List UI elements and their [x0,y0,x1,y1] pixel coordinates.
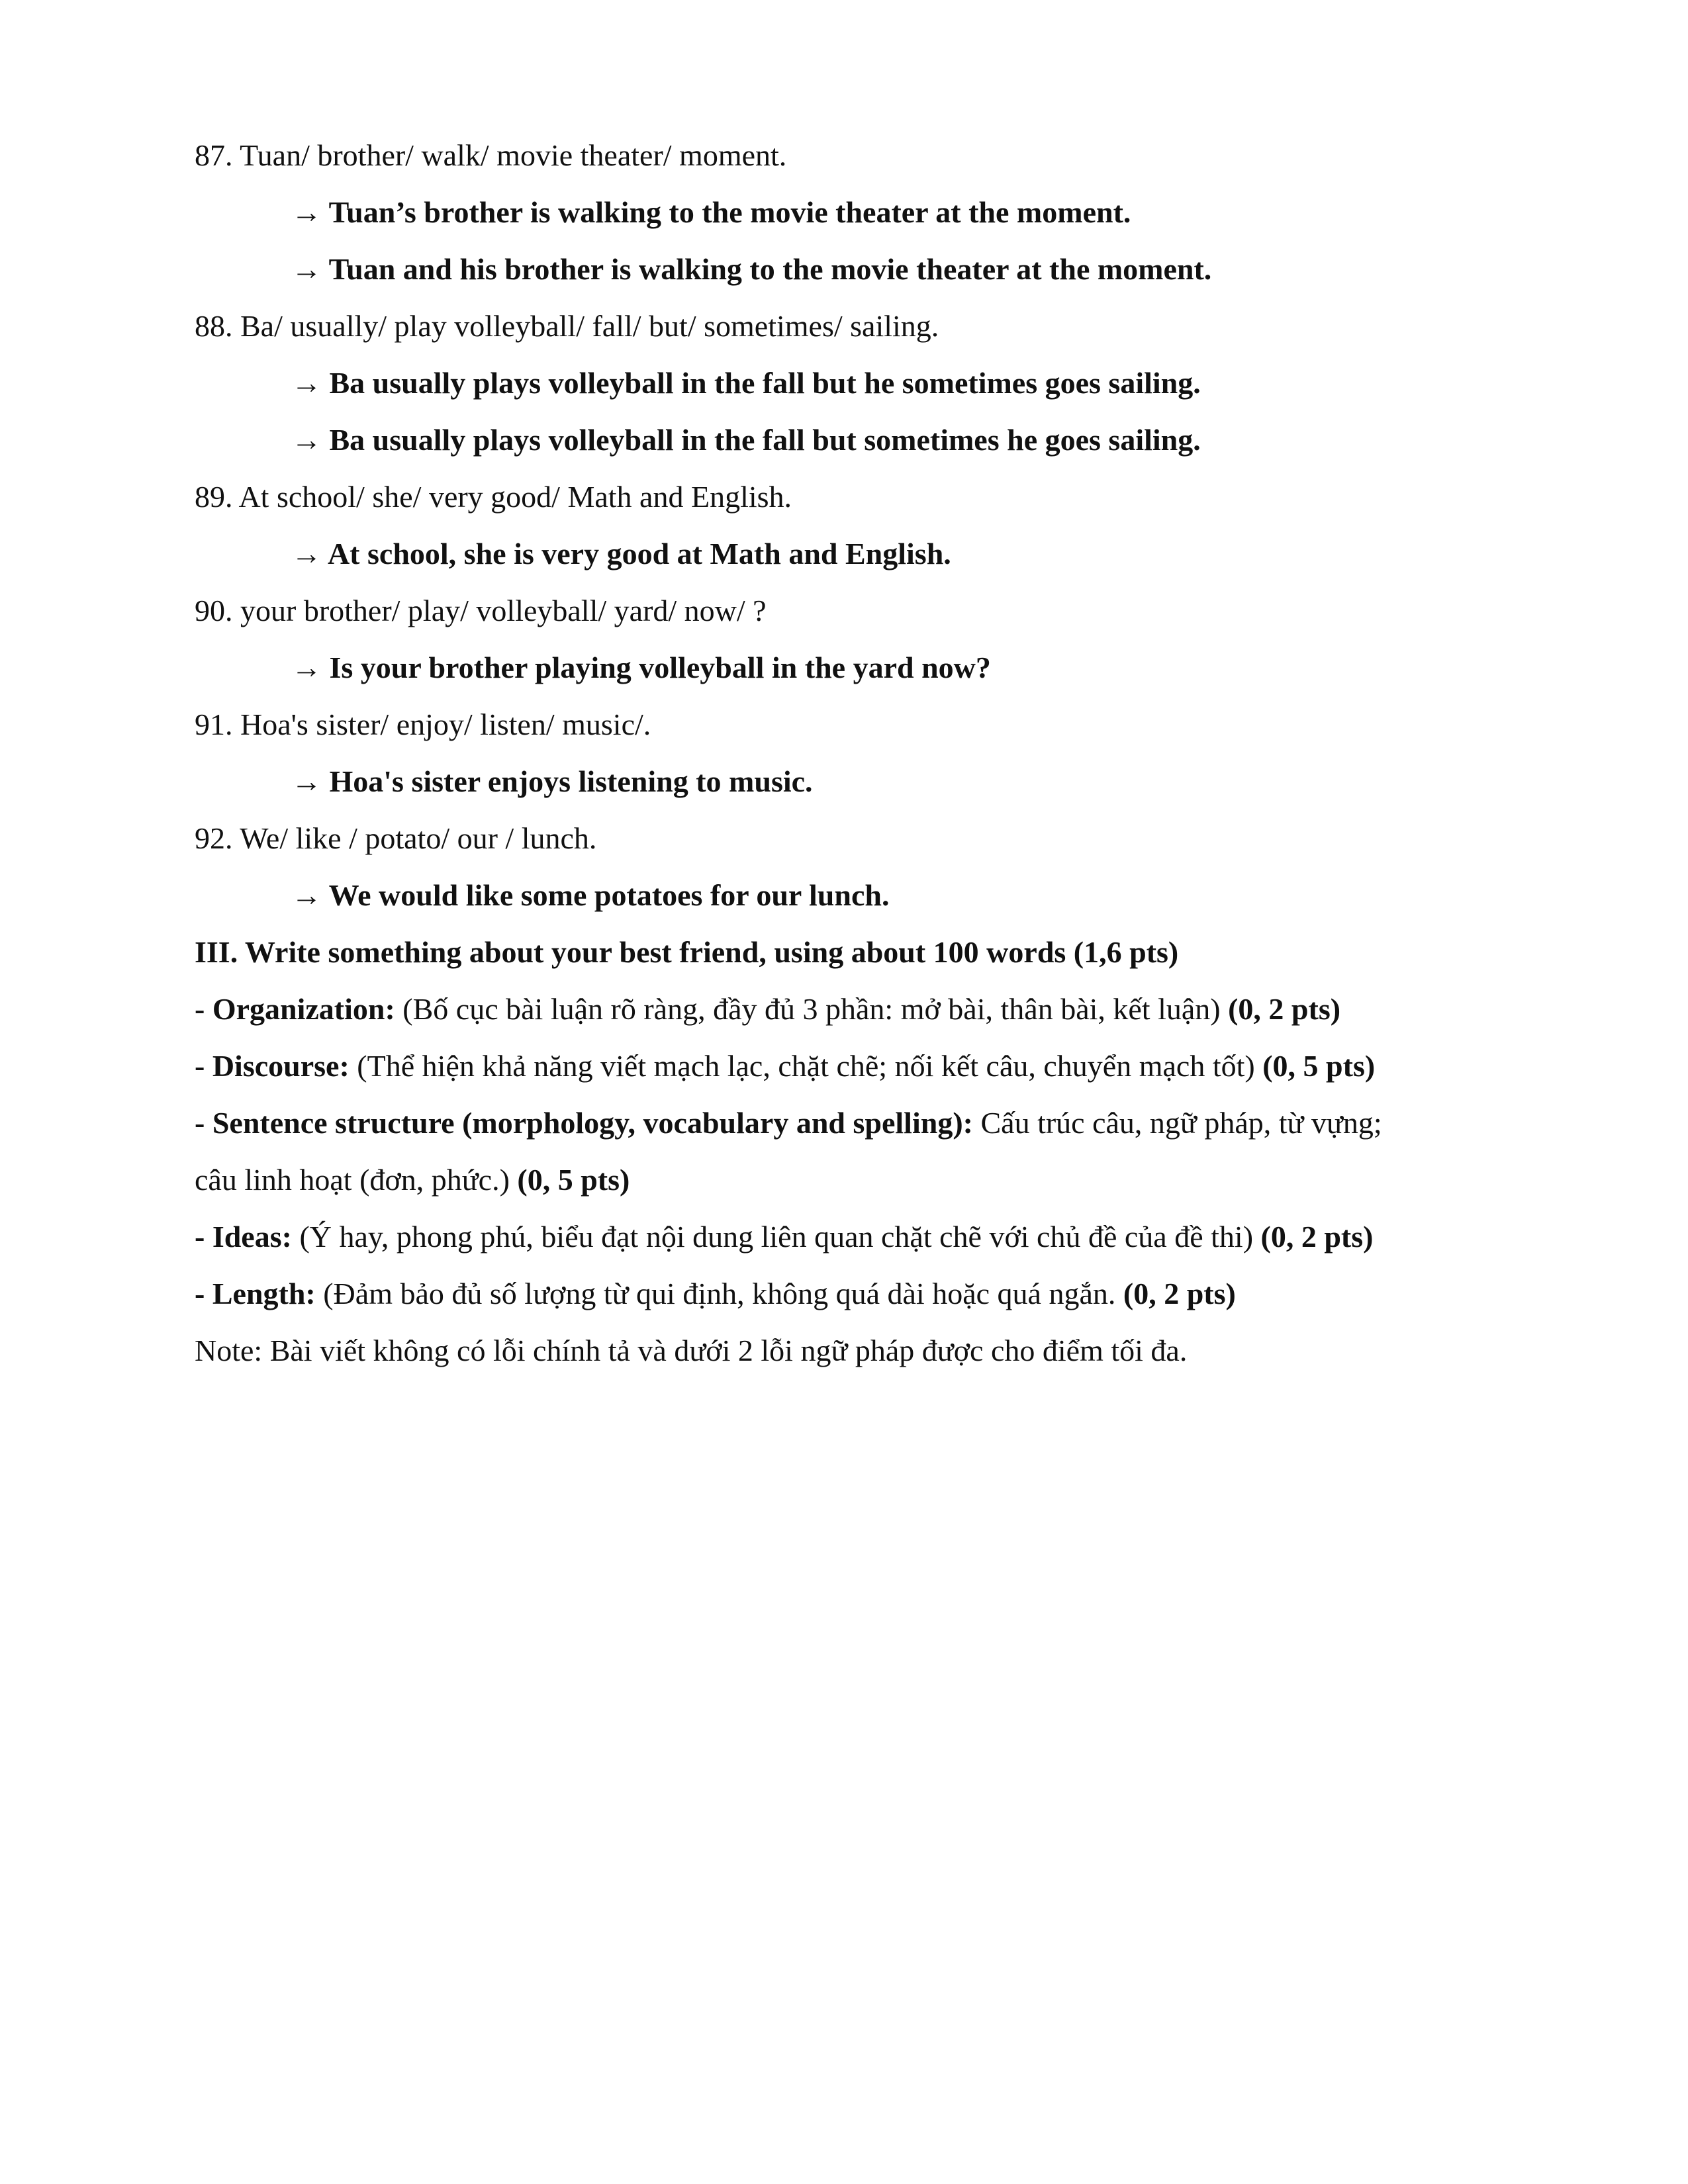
criterion-ideas-points: (0, 2 pts) [1260,1220,1374,1253]
question-88-prompt: 88. Ba/ usually/ play volleyball/ fall/ but/ sometimes/ sailing. [195,309,939,343]
criterion-length-points: (0, 2 pts) [1123,1277,1236,1310]
question-92-answer: → We would like some potatoes for our lunch. [291,878,890,912]
criterion-sentence-structure [195,1108,1382,1138]
question-89-prompt: 89. At school/ she/ very good/ Math and English. [195,480,792,514]
criterion-sentence-structure-label: - Sentence structure (morphology, vocabulary and spelling): [195,1106,973,1140]
question-87-prompt: 87. Tuan/ brother/ walk/ movie theater/ moment. [195,138,787,172]
criterion-discourse [195,1051,1375,1081]
criterion-sentence-structure-points: (0, 5 pts) [517,1163,630,1197]
question-91-prompt: 91. Hoa's sister/ enjoy/ listen/ music/. [195,707,651,741]
criterion-sentence-structure-text: Cấu trúc câu, ngữ pháp, từ vựng; [972,1106,1382,1140]
criterion-ideas [195,1222,1373,1252]
question-92-prompt: 92. We/ like / potato/ our / lunch. [195,821,597,855]
criterion-sentence-structure-continuation [195,1165,630,1195]
criterion-sentence-structure-continuation-text: câu linh hoạt (đơn, phức.) [195,1163,518,1197]
criterion-organization-label: - Organization: [195,992,395,1026]
criterion-discourse-text: (Thể hiện khả năng viết mạch lạc, chặt chẽ; nối kết câu, chuyển mạch tốt) [349,1049,1263,1083]
section-3-heading: III. Write something about your best friend, using about 100 words (1,6 pts) [195,935,1179,969]
question-89-answer: → At school, she is very good at Math and English. [291,537,951,570]
question-88-answer-2: → Ba usually plays volleyball in the fall but sometimes he goes sailing. [291,423,1201,457]
question-87-answer-1: → Tuan’s brother is walking to the movie theater at the moment. [291,195,1131,229]
criterion-length-label: - Length: [195,1277,316,1310]
question-90-answer: → Is your brother playing volleyball in the yard now? [291,651,991,684]
criterion-organization [195,994,1340,1024]
section-3-note: Note: Bài viết không có lỗi chính tả và dưới 2 lỗi ngữ pháp được cho điểm tối đa. [195,1334,1188,1367]
question-91-answer: → Hoa's sister enjoys listening to music. [291,764,813,798]
criterion-ideas-label: - Ideas: [195,1220,292,1253]
criterion-ideas-text: (Ý hay, phong phú, biểu đạt nội dung liên quan chặt chẽ với chủ đề của đề thi) [291,1220,1261,1253]
criterion-length [195,1279,1236,1309]
criterion-organization-points: (0, 2 pts) [1228,992,1341,1026]
criterion-length-text: (Đảm bảo đủ số lượng từ qui định, không quá dài hoặc quá ngắn. [315,1277,1123,1310]
criterion-discourse-label: - Discourse: [195,1049,350,1083]
question-87-answer-2: → Tuan and his brother is walking to the movie theater at the moment. [291,252,1212,286]
criterion-organization-text: (Bố cục bài luận rõ ràng, đầy đủ 3 phần: mở bài, thân bài, kết luận) [395,992,1229,1026]
question-90-prompt: 90. your brother/ play/ volleyball/ yard/ now/ ? [195,594,767,627]
question-88-answer-1: → Ba usually plays volleyball in the fall but he sometimes goes sailing. [291,366,1201,400]
criterion-discourse-points: (0, 5 pts) [1262,1049,1376,1083]
